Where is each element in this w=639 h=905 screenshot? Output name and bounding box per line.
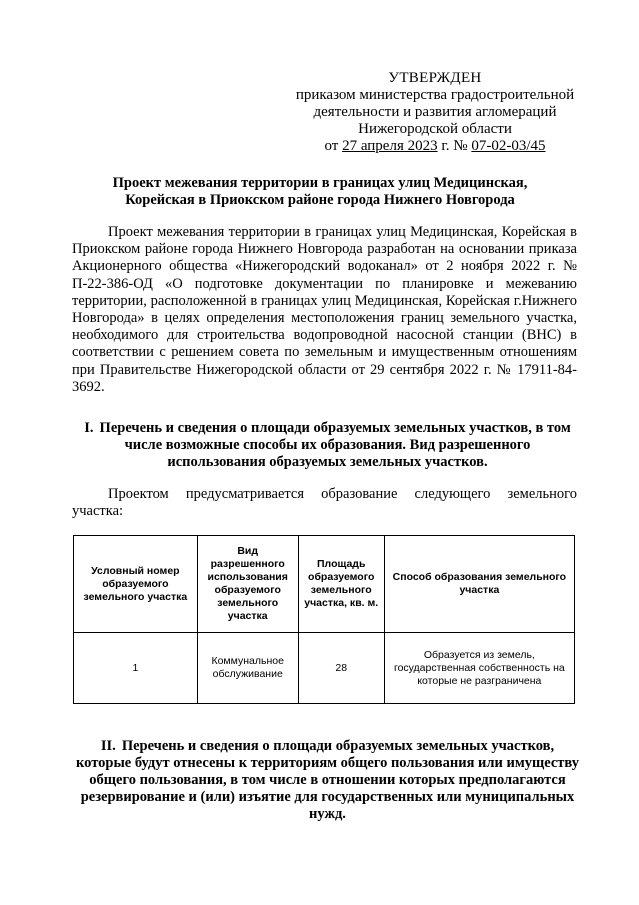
table-header-usage: Вид разрешенного использования образуемого земельного участка (197, 536, 298, 633)
approval-line-1: приказом министерства градостроительной (295, 87, 575, 103)
table-cell-area: 28 (298, 633, 384, 704)
section-1-heading-text: Перечень и сведения о площади образуемых земельных участков, в том числе возможные способы их образования. Вид разрешенного использования образуемых земельных участков. (99, 420, 571, 470)
section-1-number: I. (84, 420, 94, 436)
document-title-line-1: Проект межевания территории в границах улиц Медицинская, (112, 175, 528, 191)
intro-paragraph: Проект межевания территории в границах улиц Медицинская, Корейская в Приокском районе города Нижнего Новгорода разработан на основании приказа Акционерного общества «Нижегородский водоканал» от 2 ноября 2022 г. № П-22-386-ОД «О подготовке документации по планировке и межеванию территории, расположенной в границах улиц Медицинская, Корейская г.Нижнего Новгорода» в целях определения местоположения границ земельного участка, необходимого для строительства водопроводной насосной станции (ВНС) в соответствии с решением совета по земельным и имущественным отношениям при Правительстве Нижегородской области от 29 сентября 2022 г. № 17911-84-3692. (72, 224, 577, 395)
approval-stamp (290, 70, 580, 155)
table-header-method: Способ образования земельного участка (384, 536, 574, 633)
section-1-heading (75, 420, 580, 471)
document-title (60, 175, 580, 209)
section-2-number: II. (100, 738, 116, 754)
table-header-number: Условный номер образуемого земельного участка (74, 536, 198, 633)
table-header-row (74, 536, 575, 633)
table-header-area: Площадь образуемого земельного участка, кв. м. (298, 536, 384, 633)
approval-line-2: деятельности и развития агломераций (313, 104, 557, 120)
approval-order-number: 07-02-03/45 (471, 138, 546, 154)
parcels-table (73, 535, 575, 704)
table-cell-usage: Коммунальное обслуживание (197, 633, 298, 704)
table-cell-method: Образуется из земель, государственная собственность на которые не разграничена (384, 633, 574, 704)
document-title-line-2: Корейская в Приокском районе города Нижнего Новгорода (125, 192, 515, 208)
table-cell-number: 1 (74, 633, 198, 704)
approval-date-prefix: от (324, 138, 343, 154)
approval-date-line (290, 138, 580, 155)
table-row (74, 633, 575, 704)
approval-line-3: Нижегородской области (358, 121, 512, 137)
section-2-heading-text: Перечень и сведения о площади образуемых земельных участков, которые будут отнесены к территориям общего пользования или имуществу общего пользования, в том числе в отношении которых предполагаются резервирование и (или) изъятие для государственных или муниципальных нужд. (75, 738, 579, 822)
approval-date: 27 апреля 2023 (342, 138, 438, 154)
approval-title: УТВЕРЖДЕН (388, 70, 482, 86)
project-text: Проектом предусматривается образование следующего земельного участка: (72, 486, 577, 520)
section-2-heading (75, 738, 580, 823)
approval-date-suffix: г. № (437, 138, 472, 154)
